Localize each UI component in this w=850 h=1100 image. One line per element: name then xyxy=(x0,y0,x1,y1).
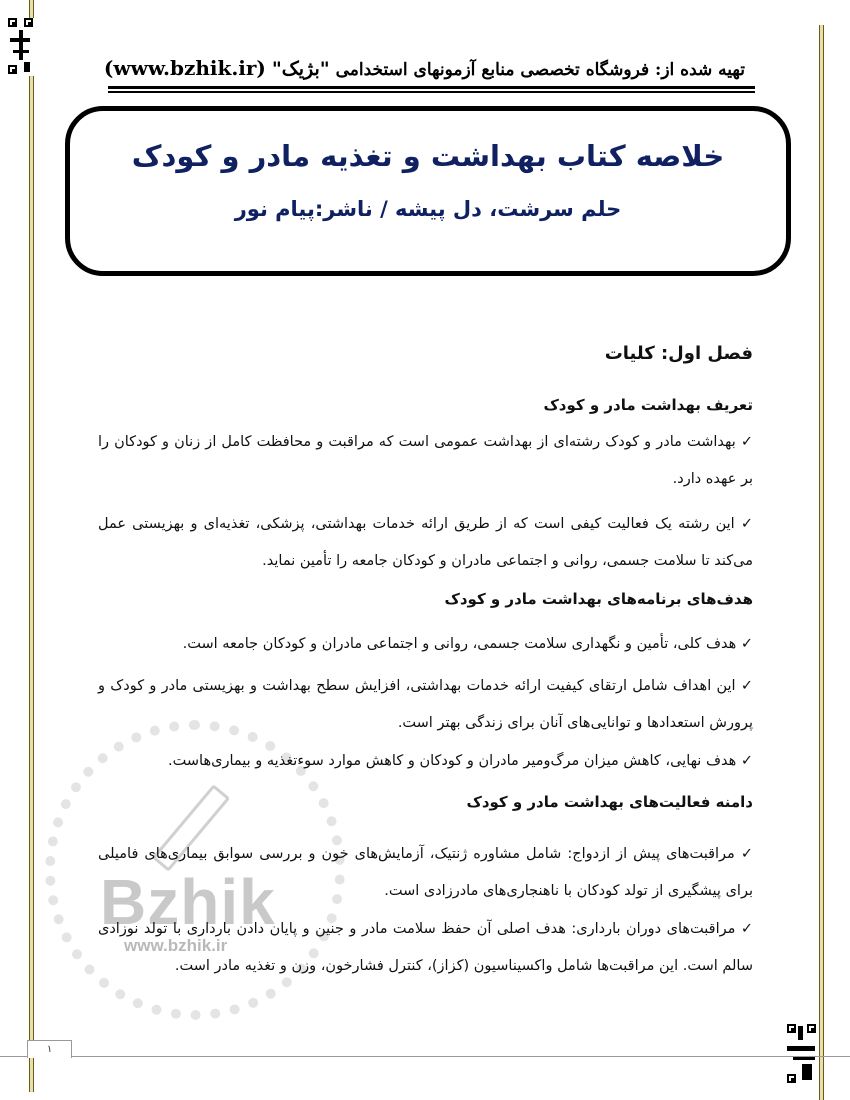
list-item: ✓ این رشته یک فعالیت کیفی است که از طریق ارائه خدمات بهداشتی، پزشکی، تغذیه‌ای و بهزیستی عمل می‌کند تا سلامت جسمی، روانی و اجتماعی مادران و کودکان جامعه را تأمین نماید. xyxy=(98,516,753,569)
header-prefix: تهیه شده از: فروشگاه تخصصی منابع آزمونهای استخدامی xyxy=(335,60,745,80)
section-heading: دامنه فعالیت‌های بهداشت مادر و کودک xyxy=(466,793,753,811)
document-subtitle: حلم سرشت، دل پیشه / ناشر:پیام نور xyxy=(234,197,622,221)
list-item: ✓ مراقبت‌های دوران بارداری: هدف اصلی آن حفظ سلامت مادر و جنین و پایان دادن بارداری با تولد نوزادی سالم است. این مراقبت‌ها شامل واکسیناسیون (کزاز)، کنترل فشارخون، وزن و تغذیه مادر است. xyxy=(98,921,753,974)
document-title: خلاصه کتاب بهداشت و تغذیه مادر و کودک xyxy=(131,139,725,173)
watermark-url: www.bzhik.ir xyxy=(124,936,228,955)
list-item: ✓ هدف کلی، تأمین و نگهداری سلامت جسمی، روانی و اجتماعی مادران و کودکان جامعه است. xyxy=(182,636,753,652)
list-item: ✓ این اهداف شامل ارتقای کیفیت ارائه خدمات بهداشتی، افزایش سطح بهداشت و بهزیستی مادر و کودک و پرورش استعدادها و توانایی‌های آنان برای زندگی بهتر است. xyxy=(98,678,753,731)
left-border-line xyxy=(29,0,34,1092)
list-item: ✓ بهداشت مادر و کودک رشته‌ای از بهداشت عمومی است که مراقبت و محافظت کامل از زنان و کودکان را بر عهده دارد. xyxy=(98,434,753,487)
header-rule xyxy=(108,91,755,93)
section-heading: هدف‌های برنامه‌های بهداشت مادر و کودک xyxy=(444,590,753,608)
section-heading: تعریف بهداشت مادر و کودک xyxy=(543,396,753,414)
header-source-line xyxy=(105,56,745,80)
list-item: ✓ هدف نهایی، کاهش میزان مرگ‌ومیر مادران و کودکان و کاهش موارد سوءتغذیه و بیماری‌هاست. xyxy=(168,753,753,769)
header-url: (www.bzhik.ir) xyxy=(103,56,266,80)
qr-code-bottom xyxy=(787,1024,817,1084)
chapter-heading: فصل اول: کلیات xyxy=(604,343,753,364)
watermark-brand: Bzhik xyxy=(100,866,276,938)
right-border-line xyxy=(819,25,824,1100)
footer-line xyxy=(0,1056,850,1057)
page-number: ۱ xyxy=(27,1040,72,1058)
title-box xyxy=(65,106,791,276)
header-brand: "بژیک" xyxy=(271,58,330,80)
header-rule xyxy=(108,86,755,89)
list-item: ✓ مراقبت‌های پیش از ازدواج: شامل مشاوره ژنتیک، آزمایش‌های خون و بررسی سوابق بیماری‌های فامیلی برای پیشگیری از تولد کودکان با ناهنجاری‌های مادرزادی است. xyxy=(98,846,753,899)
qr-code-top xyxy=(8,18,34,76)
